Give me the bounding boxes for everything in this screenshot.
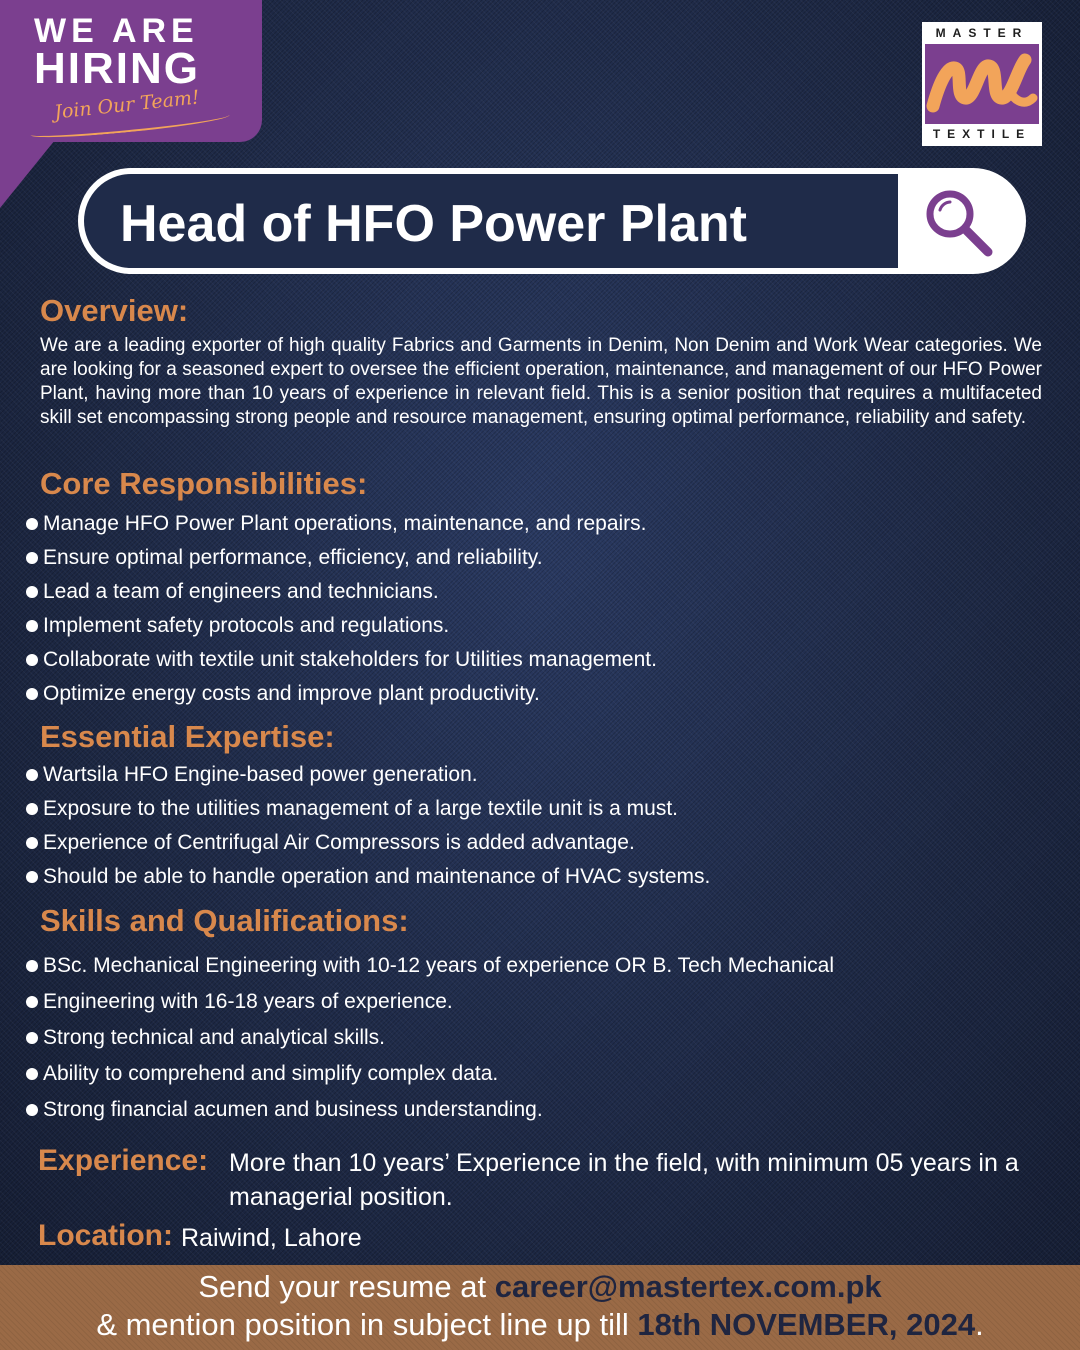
list-item: Implement safety protocols and regulations. (22, 609, 1062, 643)
master-textile-logo (922, 22, 1042, 146)
list-item: BSc. Mechanical Engineering with 10-12 years of experience OR B. Tech Mechanical (22, 948, 1062, 984)
list-item: Should be able to handle operation and maintenance of HVAC systems. (22, 860, 1062, 894)
bullet-icon (26, 518, 38, 530)
footer-line-2 (0, 1306, 1080, 1344)
list-item: Lead a team of engineers and technicians. (22, 575, 1062, 609)
list-item: Collaborate with textile unit stakeholders for Utilities management. (22, 643, 1062, 677)
list-item: Manage HFO Power Plant operations, maintenance, and repairs. (22, 507, 1062, 541)
footer-line-1 (0, 1268, 1080, 1306)
list-item: Optimize energy costs and improve plant productivity. (22, 677, 1062, 711)
bullet-icon (26, 1068, 38, 1080)
responsibilities-heading: Core Responsibilities: (40, 466, 368, 501)
bullet-icon (26, 620, 38, 632)
bullet-icon (26, 837, 38, 849)
bullet-icon (26, 871, 38, 883)
expertise-list (22, 758, 1062, 894)
logo-bottom-text: TEXTILE (932, 127, 1032, 141)
email-link[interactable]: career@mastertex.com.pk (494, 1269, 882, 1304)
magnifier-icon (920, 184, 996, 260)
bullet-icon (26, 552, 38, 564)
bullet-icon (26, 996, 38, 1008)
overview-heading: Overview: (40, 293, 189, 328)
list-item: Ensure optimal performance, efficiency, and reliability. (22, 541, 1062, 575)
location-value: Raiwind, Lahore (181, 1224, 362, 1252)
list-item: Experience of Centrifugal Air Compressors is added advantage. (22, 826, 1062, 860)
bullet-icon (26, 803, 38, 815)
overview-text: We are a leading exporter of high quality Fabrics and Garments in Denim, Non Denim and Work Wear categories. We are looking for a seasoned expert to oversee the efficient operation, maintenance, and management of our HFO Power Plant, having more than 10 years of experience in relevant field. This is a senior position that requires a multifaceted skill set encompassing strong people and resource management, ensuring optimal performance, reliability and safety. (40, 335, 1042, 428)
bullet-icon (26, 960, 38, 972)
bullet-icon (26, 769, 38, 781)
logo-m-mark-icon (925, 44, 1039, 124)
search-bar-field (84, 174, 898, 268)
footer-period: . (975, 1307, 984, 1342)
job-title: Head of HFO Power Plant (120, 195, 747, 253)
bullet-icon (26, 654, 38, 666)
job-title-search-bar (78, 168, 1026, 274)
badge-hiring: HIRING (34, 44, 200, 93)
bullet-icon (26, 586, 38, 598)
badge-we-are: WE ARE (34, 12, 199, 50)
list-item: Ability to comprehend and simplify complex data. (22, 1056, 1062, 1092)
skills-heading: Skills and Qualifications: (40, 903, 409, 938)
list-item: Wartsila HFO Engine-based power generation. (22, 758, 1062, 792)
badge-join-our-team: Join Our Team! (53, 86, 201, 124)
list-item: Strong technical and analytical skills. (22, 1020, 1062, 1056)
list-item: Engineering with 16-18 years of experience. (22, 984, 1062, 1020)
footer-send-text: Send your resume at (198, 1269, 495, 1304)
responsibilities-list (22, 507, 1062, 711)
footer-banner (0, 1265, 1080, 1350)
badge-speech-tail (0, 140, 55, 208)
location-label: Location: (38, 1219, 173, 1252)
skills-list (22, 948, 1062, 1128)
expertise-heading: Essential Expertise: (40, 719, 335, 754)
experience-label: Experience: (38, 1144, 209, 1177)
deadline-date: 18th NOVEMBER, 2024 (637, 1307, 976, 1342)
list-item: Exposure to the utilities management of a large textile unit is a must. (22, 792, 1062, 826)
hiring-badge (0, 0, 262, 142)
footer-mention-text: & mention position in subject line up till (96, 1307, 638, 1342)
logo-top-text: MASTER (935, 26, 1029, 40)
bullet-icon (26, 1032, 38, 1044)
bullet-icon (26, 688, 38, 700)
list-item: Strong financial acumen and business understanding. (22, 1092, 1062, 1128)
experience-value: More than 10 years’ Experience in the field, with minimum 05 years in a managerial position. (229, 1149, 1019, 1211)
bullet-icon (26, 1104, 38, 1116)
